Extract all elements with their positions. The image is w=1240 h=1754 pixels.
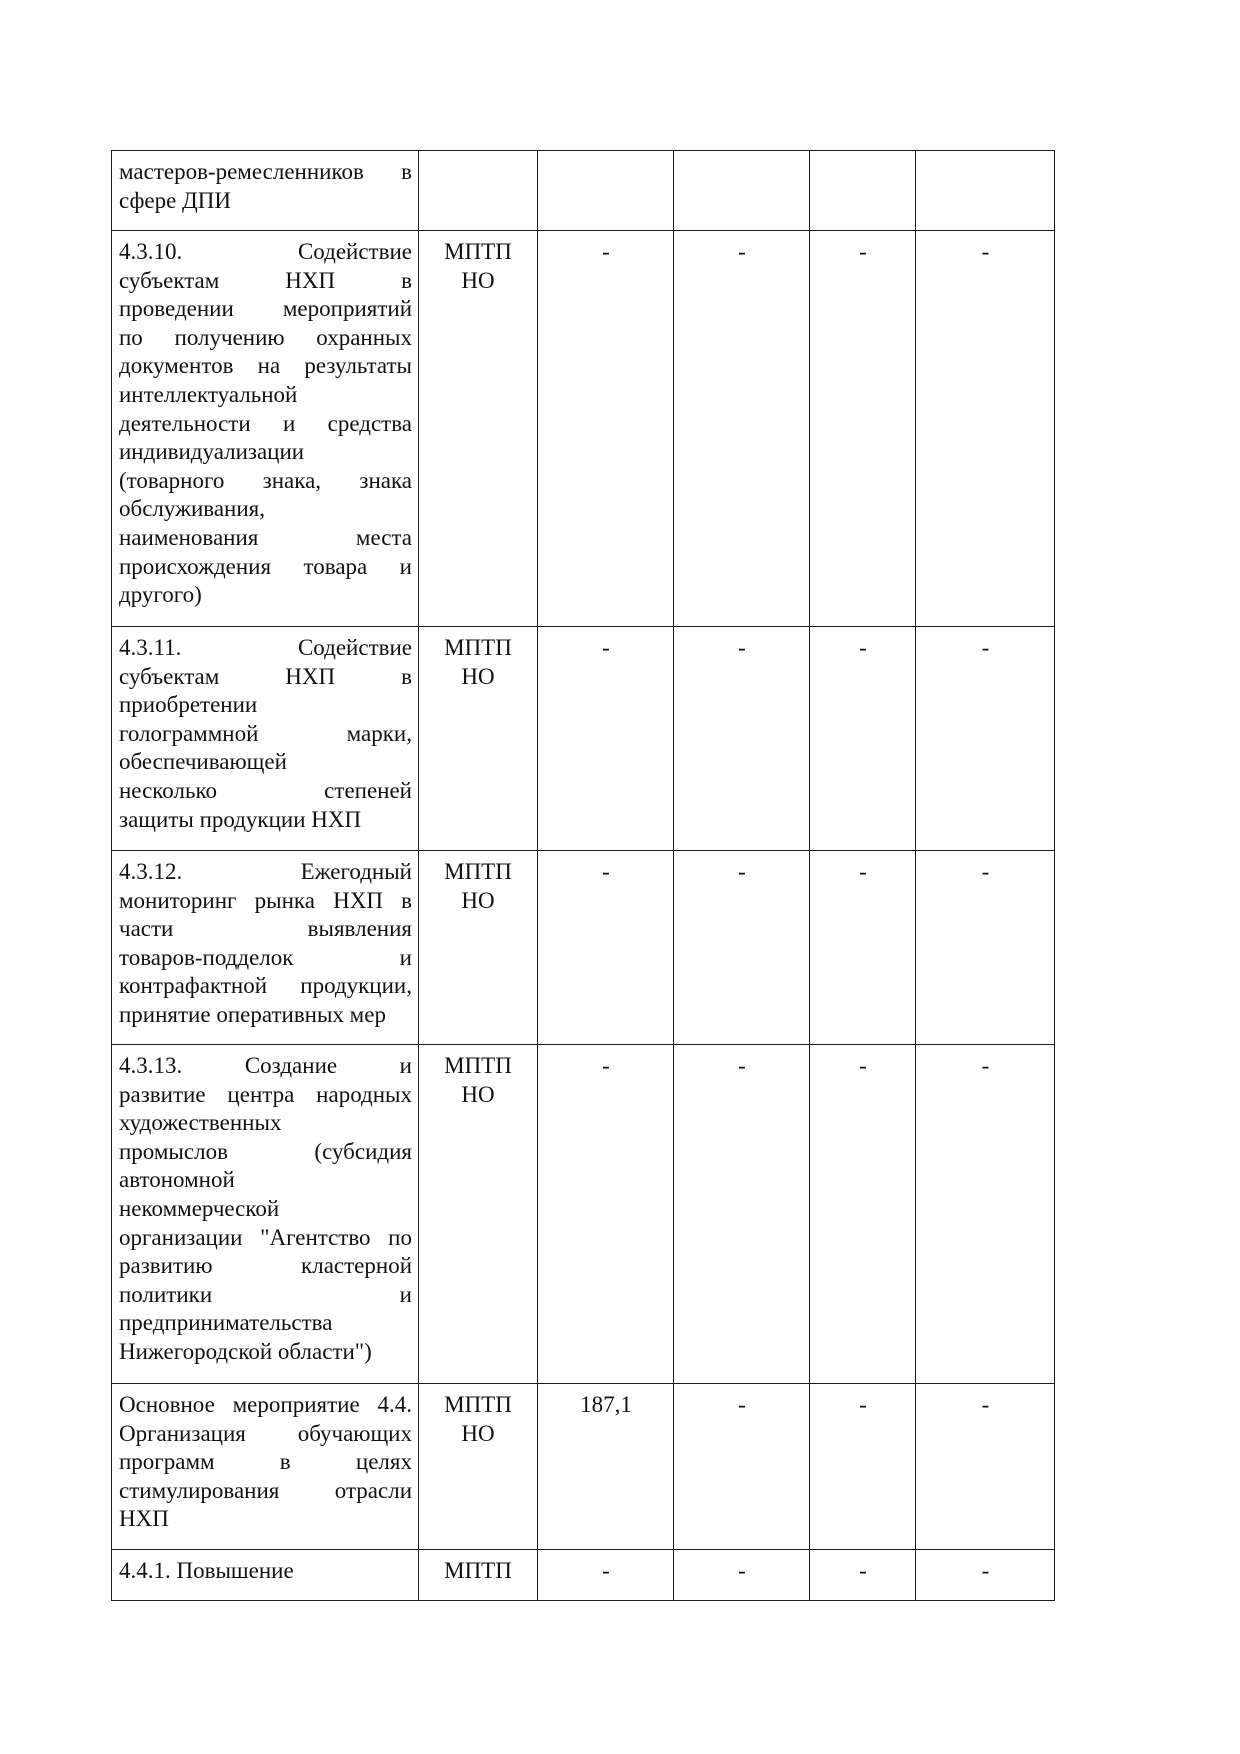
- description-line: некоммерческой: [119, 1195, 280, 1221]
- funding-value-cell-1: -: [538, 851, 674, 1045]
- responsible-executor-cell: МПТП НО: [419, 231, 538, 627]
- description-line: автономной: [119, 1167, 235, 1193]
- funding-value-cell-1: -: [538, 1550, 674, 1601]
- table-row: [112, 851, 1055, 1045]
- funding-value-cell-1: -: [538, 231, 674, 627]
- table-row: [112, 1384, 1055, 1550]
- measure-description-cell: [112, 1045, 419, 1384]
- description-line: Основное мероприятие 4.4.: [119, 1392, 412, 1417]
- description-line: субъектам НХП в: [119, 267, 412, 293]
- description-line: мониторинг рынка НХП в: [119, 887, 412, 913]
- funding-value-cell-2: -: [674, 851, 810, 1045]
- funding-value-cell-2: -: [674, 1550, 810, 1601]
- funding-value-cell-3: -: [810, 231, 916, 627]
- funding-value-cell-3: -: [810, 1384, 916, 1550]
- funding-value-cell-3: -: [810, 627, 916, 851]
- funding-value-cell-4: -: [916, 1550, 1055, 1601]
- funding-value-cell-4: -: [916, 1045, 1055, 1384]
- description-line: по получению охранных: [119, 324, 412, 350]
- description-line: предпринимательства: [119, 1310, 333, 1336]
- description-line: деятельности и средства: [119, 410, 412, 436]
- description-line: субъектам НХП в: [119, 663, 412, 689]
- table-body: [112, 151, 1055, 1601]
- table-row: [112, 1550, 1055, 1601]
- table-row: [112, 231, 1055, 627]
- description-line: товаров-подделок и: [119, 944, 412, 970]
- responsible-executor-cell: МПТП НО: [419, 1045, 538, 1384]
- description-line: обеспечивающей: [119, 749, 287, 775]
- description-line: защиты продукции НХП: [119, 806, 362, 832]
- description-line: стимулирования отрасли: [119, 1477, 412, 1503]
- funding-value-cell-3: -: [810, 1550, 916, 1601]
- responsible-executor-cell: МПТП НО: [419, 1384, 538, 1550]
- description-line: происхождения товара и: [119, 553, 412, 579]
- description-line: мастеров-ремесленников в: [119, 159, 412, 184]
- funding-value-cell-1: 187,1: [538, 1384, 674, 1550]
- funding-value-cell-4: -: [916, 1384, 1055, 1550]
- description-line: принятие оперативных мер: [119, 1001, 386, 1027]
- description-line: НХП: [119, 1506, 169, 1532]
- funding-value-cell-3: [810, 151, 916, 231]
- description-line: 4.3.10. Содействие: [119, 239, 412, 264]
- description-line: художественных: [119, 1110, 282, 1136]
- responsible-executor-cell: МПТП НО: [419, 627, 538, 851]
- description-line: другого): [119, 582, 202, 608]
- description-line: организации "Агентство по: [119, 1224, 412, 1250]
- description-line: части выявления: [119, 916, 412, 942]
- funding-value-cell-4: -: [916, 231, 1055, 627]
- measure-description-cell: [112, 1550, 419, 1601]
- measure-description-cell: [112, 851, 419, 1045]
- responsible-executor-cell: МПТП: [419, 1550, 538, 1601]
- description-line: Организация обучающих: [119, 1420, 412, 1446]
- funding-value-cell-1: [538, 151, 674, 231]
- table-row: [112, 627, 1055, 851]
- funding-value-cell-1: -: [538, 627, 674, 851]
- description-line: программ в целях: [119, 1449, 412, 1475]
- measure-description-cell: [112, 231, 419, 627]
- table-row: [112, 1045, 1055, 1384]
- funding-value-cell-4: -: [916, 851, 1055, 1045]
- funding-value-cell-2: -: [674, 1384, 810, 1550]
- measures-table: [111, 150, 1055, 1601]
- funding-value-cell-2: [674, 151, 810, 231]
- description-line: документов на результаты: [119, 353, 412, 379]
- description-line: Нижегородской области"): [119, 1338, 372, 1364]
- description-line: 4.3.11. Содействие: [119, 635, 412, 660]
- funding-value-cell-2: -: [674, 627, 810, 851]
- description-line: промыслов (субсидия: [119, 1138, 412, 1164]
- description-line: контрафактной продукции,: [119, 973, 412, 999]
- funding-value-cell-2: -: [674, 231, 810, 627]
- funding-value-cell-4: -: [916, 627, 1055, 851]
- description-line: сфере ДПИ: [119, 187, 231, 213]
- description-line: развитие центра народных: [119, 1081, 412, 1107]
- description-line: 4.4.1. Повышение: [119, 1558, 294, 1583]
- funding-value-cell-1: -: [538, 1045, 674, 1384]
- description-line: приобретении: [119, 692, 258, 718]
- description-line: проведении мероприятий: [119, 296, 412, 322]
- description-line: развитию кластерной: [119, 1253, 412, 1279]
- description-line: наименования места: [119, 524, 412, 550]
- measure-description-cell: [112, 627, 419, 851]
- description-line: интеллектуальной: [119, 381, 298, 407]
- description-line: политики и: [119, 1281, 412, 1307]
- responsible-executor-cell: МПТП НО: [419, 851, 538, 1045]
- description-line: 4.3.12. Ежегодный: [119, 859, 412, 884]
- funding-value-cell-3: -: [810, 1045, 916, 1384]
- table-row: [112, 151, 1055, 231]
- description-line: обслуживания,: [119, 496, 265, 522]
- measure-description-cell: [112, 1384, 419, 1550]
- description-line: (товарного знака, знака: [119, 467, 412, 493]
- responsible-executor-cell: [419, 151, 538, 231]
- funding-value-cell-2: -: [674, 1045, 810, 1384]
- funding-value-cell-4: [916, 151, 1055, 231]
- description-line: индивидуализации: [119, 439, 305, 465]
- description-line: 4.3.13. Создание и: [119, 1053, 412, 1078]
- measure-description-cell: [112, 151, 419, 231]
- description-line: несколько степеней: [119, 777, 412, 803]
- description-line: голограммной марки,: [119, 720, 412, 746]
- funding-value-cell-3: -: [810, 851, 916, 1045]
